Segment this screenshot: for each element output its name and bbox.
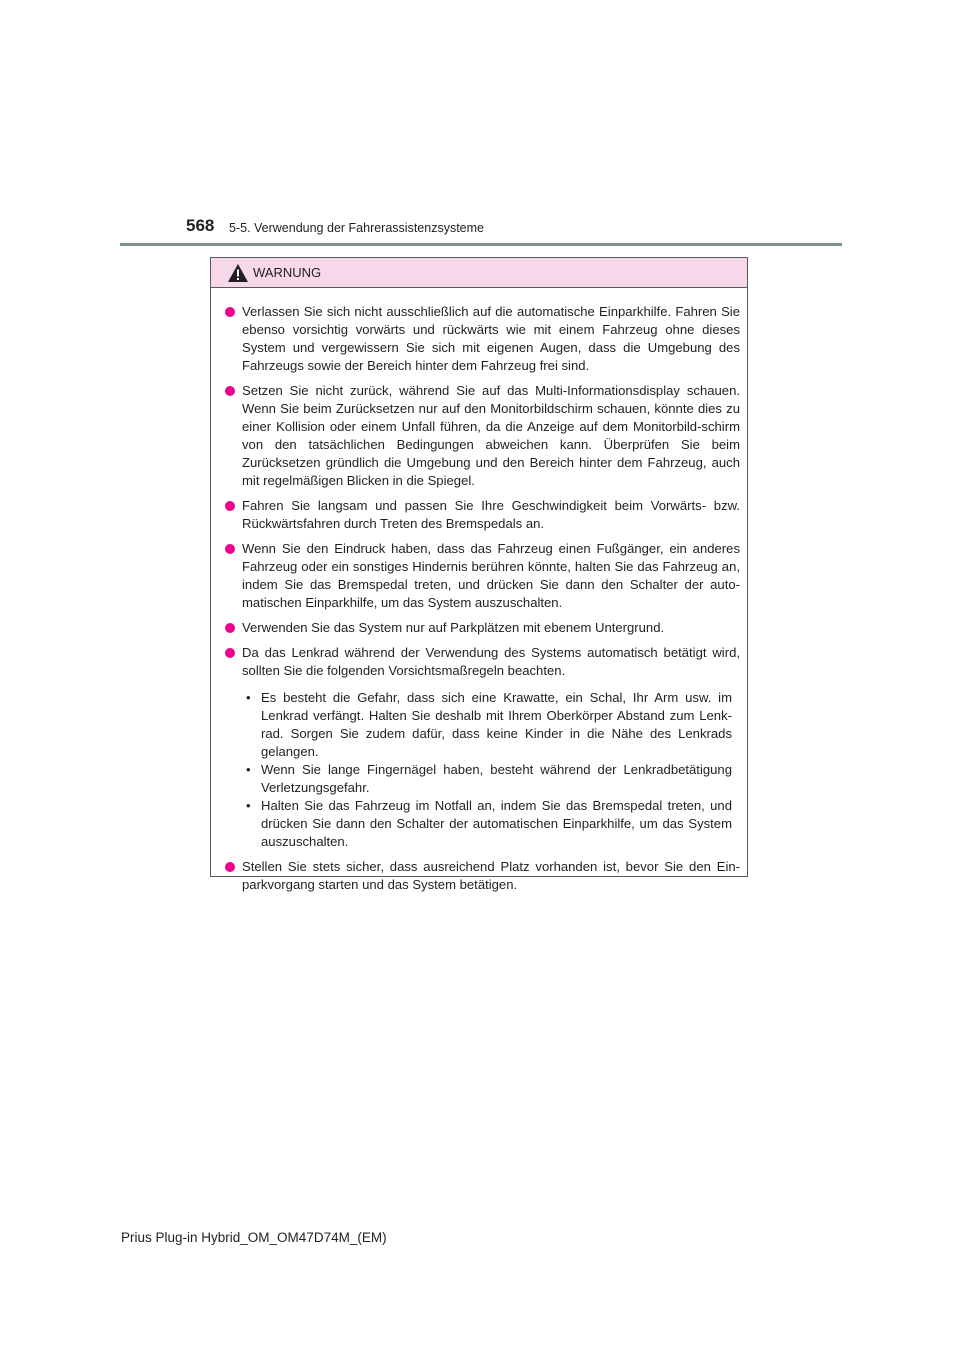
warning-box [210, 257, 748, 892]
warning-item [223, 497, 740, 533]
section-title: 5-5. Verwendung der Fahrerassistenzsysteme [229, 221, 484, 235]
sub-list-item [242, 761, 740, 797]
sub-list-item-text: Es besteht die Gefahr, dass sich eine Krawatte, ein Schal, Ihr Arm usw. im Lenkrad verfängt. Halten Sie deshalb mit Ihrem Oberkörper Abstand zum Lenk-rad. Sorgen Sie zudem dafür, dass keine Kinder in die Nähe des Lenkrads gelangen. [261, 690, 732, 759]
sub-bullet: • [246, 798, 251, 813]
warning-item [223, 619, 740, 637]
warning-triangle-icon [227, 263, 249, 283]
header-rule [120, 243, 842, 246]
warning-item-text: Verlassen Sie sich nicht ausschließlich auf die automatische Einparkhilfe. Fahren Sie ebenso vorsichtig vorwärts und rückwärts wie mit einem Fahrzeug ohne dieses System und vergewissern Sie sich mit eigenen Augen, dass die Umgebung des Fahrzeugs sowie der Bereich hinter dem Fahrzeug frei sind. [242, 304, 740, 373]
sub-bullet: • [246, 690, 251, 705]
warning-item-text: Wenn Sie den Eindruck haben, dass das Fahrzeug einen Fußgänger, ein anderes Fahrzeug oder ein sonstiges Hindernis berühren könnte, halten Sie das Fahrzeug an, indem Sie das Bremspedal treten, und drücken Sie dann den Schalter der auto-matischen Einparkhilfe, um das System auszuschalten. [242, 541, 740, 610]
sub-list-item [242, 797, 740, 851]
sub-list-item [242, 689, 740, 761]
bullet-icon [225, 544, 235, 554]
bullet-icon [225, 307, 235, 317]
warning-item-text: Da das Lenkrad während der Verwendung des Systems automatisch betätigt wird, sollten Sie die folgenden Vorsichtsmaßregeln beachten. [242, 645, 740, 678]
warning-item-text: Stellen Sie stets sicher, dass ausreichend Platz vorhanden ist, bevor Sie den Ein-parkvorgang starten und das System betätigen. [242, 859, 740, 892]
sub-list [242, 689, 740, 851]
bullet-icon [225, 862, 235, 872]
sub-list-item-text: Wenn Sie lange Fingernägel haben, besteht während der Lenkradbetätigung Verletzungsgefahr. [261, 762, 732, 795]
warning-item-text: Setzen Sie nicht zurück, während Sie auf das Multi-Informationsdisplay schauen. Wenn Sie beim Zurücksetzen nur auf den Monitorbildschirm schauen, könnte dies zu einer Kollision oder einem Unfall führen, da die Anzeige auf dem Monitorbild-schirm von den tatsächlichen Bedingungen abweichen kann. Überprüfen Sie beim Zurücksetzen gründlich die Umgebung und den Bereich hinter dem Fahrzeug, auch mit regelmäßigen Blicken in die Spiegel. [242, 383, 740, 488]
warning-item-text: Fahren Sie langsam und passen Sie Ihre Geschwindigkeit beim Vorwärts- bzw. Rückwärtsfahren durch Treten des Bremspedals an. [242, 498, 740, 531]
sub-bullet: • [246, 762, 251, 777]
warning-item [223, 303, 740, 375]
warning-title: WARNUNG [253, 265, 322, 280]
warning-body [211, 288, 747, 894]
bullet-icon [225, 386, 235, 396]
sub-list-item-text: Halten Sie das Fahrzeug im Notfall an, indem Sie das Bremspedal treten, und drücken Sie dann den Schalter der automatischen Einparkhilfe, um das System auszuschalten. [261, 798, 732, 849]
warning-item [223, 382, 740, 490]
warning-item [223, 858, 740, 894]
page-number: 568 [186, 216, 215, 235]
bullet-icon [225, 648, 235, 658]
bullet-icon [225, 501, 235, 511]
warning-header [211, 258, 747, 288]
warning-item [223, 644, 740, 851]
bullet-icon [225, 623, 235, 633]
warning-item-text: Verwenden Sie das System nur auf Parkplätzen mit ebenem Untergrund. [242, 620, 665, 635]
footer-document-id: Prius Plug-in Hybrid_OM_OM47D74M_(EM) [121, 1230, 387, 1245]
warning-item [223, 540, 740, 612]
